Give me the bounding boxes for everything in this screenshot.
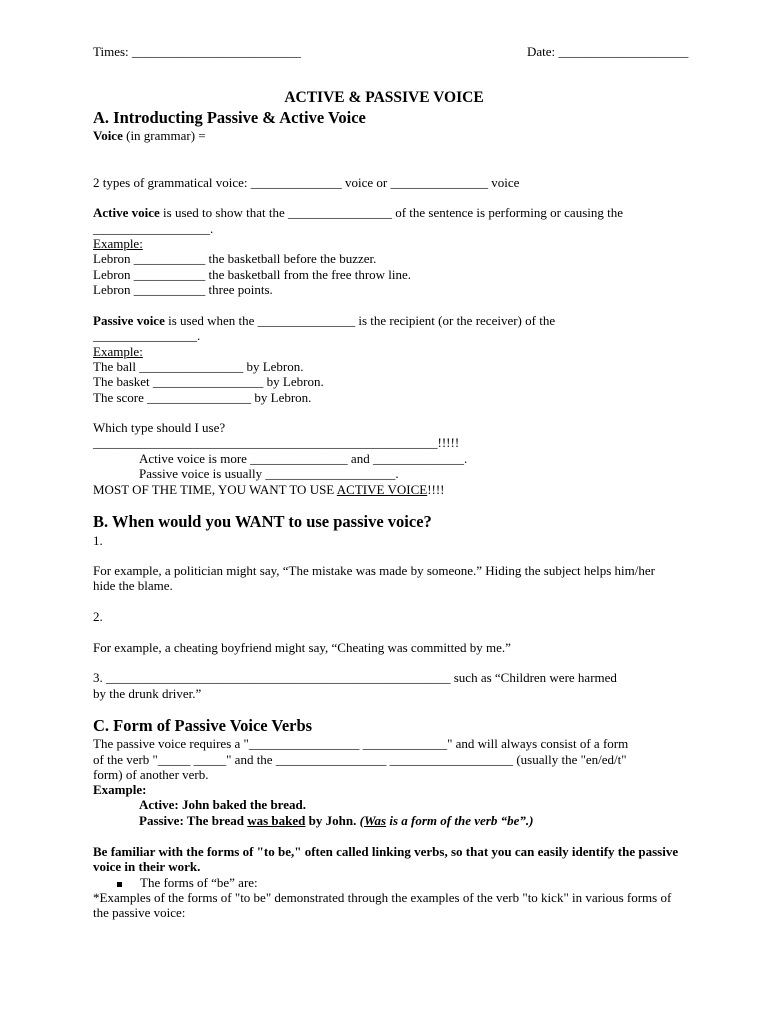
types-line: 2 types of grammatical voice: ______________ voice or _______________ voice (93, 175, 520, 190)
familiar-note: Be familiar with the forms of "to be," often called linking verbs, so that you can easily identify the passive voice in their work. (93, 844, 679, 874)
section-c-heading: C. Form of Passive Voice Verbs (93, 716, 313, 735)
times-field: Times: __________________________ (93, 44, 301, 59)
requires-line-1: The passive voice requires a "_________________ _____________" and will always consist of a form (93, 736, 629, 751)
date-field: Date: ____________________ (527, 44, 689, 59)
active-example-2: Lebron ___________ the basketball from the free throw line. (93, 267, 412, 282)
active-example-3: Lebron ___________ three points. (93, 282, 273, 297)
bullet-icon (117, 882, 122, 887)
item-3-line: 3. _____________________________________________________ such as “Children were harmed (93, 670, 617, 685)
example-label: Example: (93, 344, 143, 359)
passive-example-3: The score ________________ by Lebron. (93, 390, 312, 405)
active-blank-line: __________________. (93, 221, 214, 236)
requires-line-3: form) of another verb. (93, 767, 209, 782)
passive-example: Passive: The bread was baked by John. (Was is a form of the verb “be”.) (139, 813, 534, 828)
active-example-1: Lebron ___________ the basketball before the buzzer. (93, 251, 377, 266)
examples-note: *Examples of the forms of "to be" demonstrated through the examples of the verb "to kick" in various forms of the passive voice: (93, 890, 672, 920)
passive-voice-definition: Passive voice is used when the _______________ is the recipient (or the receiver) of the (93, 313, 556, 328)
boyfriend-example: For example, a cheating boyfriend might say, “Cheating was committed by me.” (93, 640, 511, 655)
section-a-heading: A. Introducting Passive & Active Voice (93, 108, 366, 127)
example-label: Example: (93, 236, 143, 251)
example-label: Example: (93, 782, 147, 797)
page-title: ACTIVE & PASSIVE VOICE (284, 89, 484, 106)
active-example: Active: John baked the bread. (139, 797, 306, 812)
answer-blank-line: _____________________________________________________!!!!! (93, 435, 460, 450)
item-3-continuation: by the drunk driver.” (93, 686, 202, 701)
most-of-the-time-line: MOST OF THE TIME, YOU WANT TO USE ACTIVE VOICE!!!! (93, 482, 445, 497)
voice-definition: Voice (in grammar) = (93, 128, 206, 143)
passive-example-1: The ball ________________ by Lebron. (93, 359, 304, 374)
passive-usually-line: Passive voice is usually ____________________. (139, 466, 399, 481)
bullet-item: The forms of “be” are: (117, 875, 258, 890)
requires-line-2: of the verb "_____ _____" and the _________________ ___________________ (usually the "en/ed/t" (93, 752, 627, 767)
active-more-line: Active voice is more _______________ and ______________. (139, 451, 468, 466)
active-voice-definition: Active voice is used to show that the ________________ of the sentence is performing or causing the (93, 205, 624, 220)
item-2-label: 2. (93, 609, 103, 624)
politician-example: For example, a politician might say, “The mistake was made by someone.” Hiding the subject helps him/her hide the blame. (93, 563, 655, 593)
section-b-heading: B. When would you WANT to use passive voice? (93, 512, 432, 531)
which-type-question: Which type should I use? (93, 420, 226, 435)
passive-example-2: The basket _________________ by Lebron. (93, 374, 324, 389)
passive-blank-line: ________________. (93, 328, 201, 343)
item-1-label: 1. (93, 533, 103, 548)
